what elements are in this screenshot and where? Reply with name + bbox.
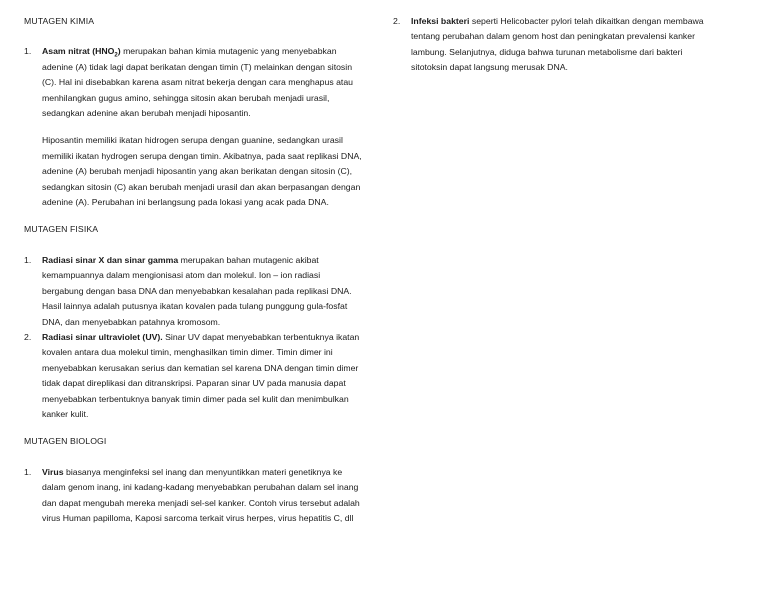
heading-mutagen-fisika: MUTAGEN FISIKA xyxy=(24,224,99,235)
list-number: 2. xyxy=(24,331,32,342)
item-text: merupakan bahan kimia mutagenic yang menyebabkan adenine (A) tidak lagi dapat berikatan dengan timin (T) melainkan dengan sitosin (C). Hal ini disebabkan karena asam nitrat bekerja dengan cara menghapus atau menhilangkan gugus amino, sehingga sitosin akan berubah menjadi urasil, sedangkan adenine akan berubah menjadi hiposantin. xyxy=(42,46,354,119)
list-item-radiasi-uv xyxy=(24,330,364,422)
list-number: 1. xyxy=(24,466,32,477)
right-column xyxy=(393,14,713,76)
term-radiasi-uv: Radiasi sinar ultraviolet (UV). xyxy=(42,331,163,342)
term-text-close: ) xyxy=(117,46,121,57)
heading-mutagen-kimia: MUTAGEN KIMIA xyxy=(24,16,95,26)
left-column xyxy=(24,14,364,526)
term-radiasi-x-gamma: Radiasi sinar X dan sinar gamma xyxy=(42,254,179,265)
item-text: biasanya menginfeksi sel inang dan menyuntikkan materi genetiknya ke dalam genom inang, ini kadang-kadang menyebabkan perubahan dalam sel inang dan dapat mengubah mereka menjadi sel-sel kanker. Contoh virus tersebut adalah virus Human papilloma, Kaposi sarcoma terkait virus herpes, virus hepatitis C, dll xyxy=(42,466,360,523)
heading-mutagen-biologi: MUTAGEN BIOLOGI xyxy=(24,436,107,447)
item-text: merupakan bahan mutagenic akibat kemampuannya dalam mengionisasi atom dan molekul. Ion – ion radiasi bergabung dengan basa DNA dan menyebabkan kesalahan pada replikasi DNA. Hasil lainnya adalah putusnya ikatan kovalen pada tulang punggung gula-fosfat DNA, dan menyebabkan patahnya kromosom. xyxy=(42,254,352,327)
list-item-infeksi-bakteri xyxy=(393,14,713,76)
list-item-asam-nitrat xyxy=(24,44,364,121)
list-number: 1. xyxy=(24,254,32,265)
term-asam-nitrat xyxy=(42,46,121,60)
list-item-virus xyxy=(24,465,364,527)
term-text: Asam nitrat (HNO xyxy=(42,46,115,57)
list-number: 2. xyxy=(393,16,401,26)
list-number: 1. xyxy=(24,46,32,57)
item-text: seperti Helicobacter pylori telah dikaitkan dengan membawa tentang perubahan dalam genom host dan peningkatan prevalensi kanker lambung. Selanjutnya, diduga bahwa turunan metabolisme dari bakteri sitotoksin dapat langsung merusak DNA. xyxy=(411,16,704,73)
list-item-radiasi-x-gamma xyxy=(24,253,364,330)
term-infeksi-bakteri: Infeksi bakteri xyxy=(411,16,470,26)
paragraph-hiposantin: Hiposantin memiliki ikatan hidrogen serupa dengan guanine, sedangkan urasil memiliki ikatan hydrogen serupa dengan timin. Akibatnya, pada saat replikasi DNA, adenine (A) berubah menjadi hiposantin yang akan berikatan dengan sitosin (C), sedangkan sitosin (C) akan berubah menjadi urasil dan akan berpasangan dengan adenine (A). Perubahan ini berlangsung pada lokasi yang acak pada DNA. xyxy=(42,135,362,208)
item-text: Sinar UV dapat menyebabkan terbentuknya ikatan kovalen antara dua molekul timin, menghasilkan timin dimer. Timin dimer ini menyebabkan kerusakan serius dan kematian sel karena DNA dengan timin dimer tidak dapat direplikasi dan ditranskripsi. Paparan sinar UV pada manusia dapat menyebabkan terbentuknya banyak timin dimer pada sel kulit dan menimbulkan kanker kulit. xyxy=(42,331,360,419)
term-virus: Virus xyxy=(42,466,64,477)
subscript: 2 xyxy=(114,53,118,60)
